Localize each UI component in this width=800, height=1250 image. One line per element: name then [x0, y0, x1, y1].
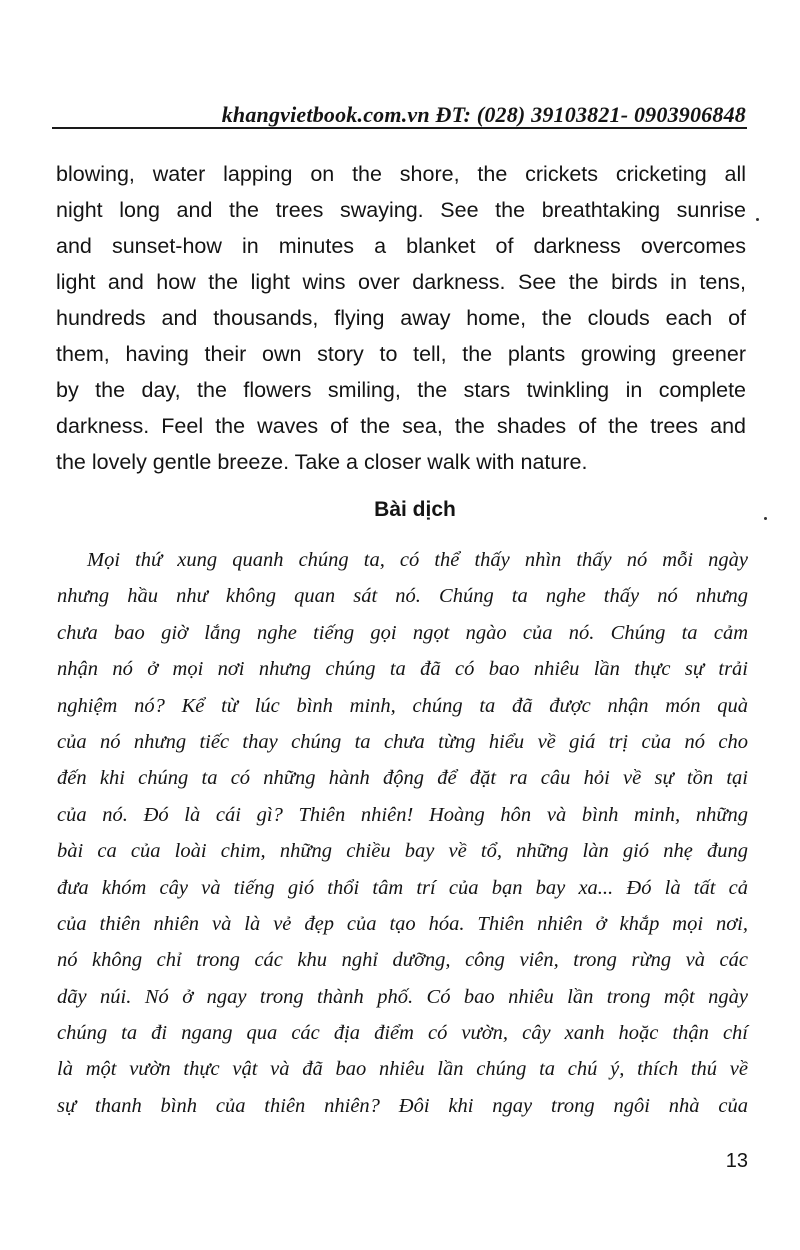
vietnamese-line: dãy núi. Nó ở ngay trong thành phố. Có bao nhiêu lần trong một ngày: [57, 985, 748, 1008]
english-line: the lovely gentle breeze. Take a closer walk with nature.: [56, 450, 588, 474]
english-paragraph: [56, 156, 746, 480]
vietnamese-line: nhận nó ở mọi nơi nhưng chúng ta đã có bao nhiêu lần thực sự trải: [57, 658, 748, 681]
page-number: 13: [725, 1150, 748, 1172]
scan-speck: [764, 517, 767, 520]
vietnamese-line: bài ca của loài chim, những chiều bay về tổ, những làn gió nhẹ đung: [57, 840, 748, 863]
english-line: night long and the trees swaying. See the breathtaking sunrise: [56, 198, 746, 222]
english-line: and sunset-how in minutes a blanket of darkness overcomes: [56, 234, 746, 258]
vietnamese-line: của nó nhưng tiếc thay chúng ta chưa từng hiểu về giá trị của nó cho: [57, 730, 748, 753]
vietnamese-paragraph: [57, 542, 748, 1124]
vietnamese-line: chúng ta đi ngang qua các địa điểm có vườn, cây xanh hoặc thận chí: [57, 1022, 748, 1045]
vietnamese-line: là một vườn thực vật và đã bao nhiêu lần chúng ta chú ý, thích thú về: [57, 1058, 748, 1081]
vietnamese-line: nhưng hầu như không quan sát nó. Chúng ta nghe thấy nó nhưng: [57, 585, 748, 608]
english-line: hundreds and thousands, flying away home, the clouds each of: [56, 306, 746, 330]
header-divider: [52, 127, 747, 129]
page-header: khangvietbook.com.vn ĐT: (028) 39103821- 0903906848: [221, 102, 746, 127]
english-line: by the day, the flowers smiling, the stars twinkling in complete: [56, 378, 746, 402]
vietnamese-line: của thiên nhiên và là vẻ đẹp của tạo hóa. Thiên nhiên ở khắp mọi nơi,: [57, 912, 748, 935]
english-line: light and how the light wins over darkness. See the birds in tens,: [56, 270, 746, 294]
translation-heading: Bài dịch: [374, 498, 456, 521]
vietnamese-line: đến khi chúng ta có những hành động để đặt ra câu hỏi về sự tồn tại: [57, 767, 748, 790]
english-line: darkness. Feel the waves of the sea, the shades of the trees and: [56, 414, 746, 438]
vietnamese-line: của nó. Đó là cái gì? Thiên nhiên! Hoàng hôn và bình minh, những: [57, 803, 748, 826]
vietnamese-line: nghiệm nó? Kể từ lúc bình minh, chúng ta đã được nhận món quà: [57, 694, 748, 717]
vietnamese-line: Mọi thứ xung quanh chúng ta, có thể thấy nhìn thấy nó mỗi ngày: [87, 549, 748, 571]
english-line: them, having their own story to tell, the plants growing greener: [56, 342, 746, 366]
vietnamese-line: sự thanh bình của thiên nhiên? Đôi khi ngay trong ngôi nhà của: [57, 1094, 748, 1117]
english-line: blowing, water lapping on the shore, the crickets cricketing all: [56, 162, 746, 186]
scan-speck: [756, 218, 759, 221]
vietnamese-line: đưa khóm cây và tiếng gió thổi tâm trí của bạn bay xa... Đó là tất cả: [57, 876, 748, 899]
vietnamese-line: chưa bao giờ lắng nghe tiếng gọi ngọt ngào của nó. Chúng ta cảm: [57, 621, 748, 644]
vietnamese-line: nó không chỉ trong các khu nghỉ dưỡng, công viên, trong rừng và các: [57, 949, 748, 972]
